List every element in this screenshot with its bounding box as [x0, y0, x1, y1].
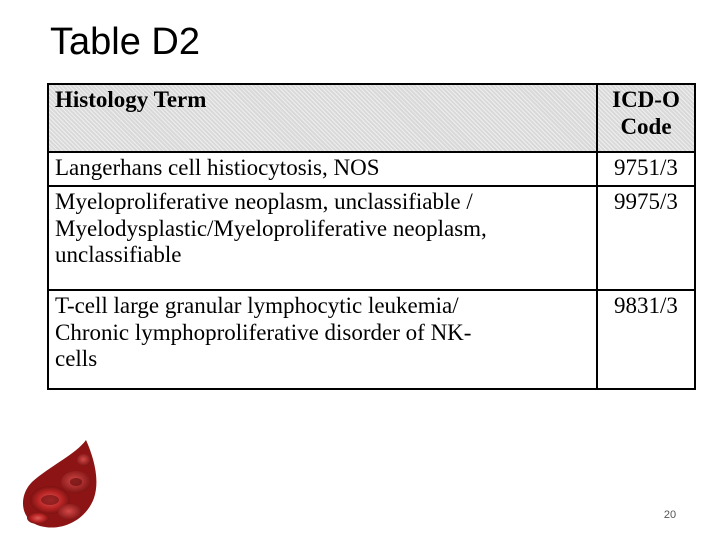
table-row — [48, 186, 695, 290]
term-line: T-cell large granular lymphocytic leukemia/ — [55, 293, 459, 318]
code-cell — [597, 186, 695, 290]
header-term-label: Histology Term — [55, 87, 207, 112]
code-cell — [597, 152, 695, 186]
header-code-line-1: ICD-O — [612, 87, 680, 112]
page-number: 20 — [663, 509, 677, 521]
term-line: cells — [55, 346, 98, 372]
term-cell — [48, 152, 597, 186]
code-cell — [597, 290, 695, 389]
term-line: unclassifiable — [55, 242, 182, 268]
histology-code-table — [47, 83, 696, 390]
header-icd-o-code — [597, 84, 695, 152]
term-line: Myeloproliferative neoplasm, unclassifiable / — [55, 189, 473, 214]
code-value: 9751/3 — [614, 155, 678, 180]
term-line: Langerhans cell histiocytosis, NOS — [55, 155, 380, 180]
term-line: Myelodysplastic/Myeloproliferative neoplasm, — [55, 215, 487, 241]
code-value: 9831/3 — [614, 293, 678, 318]
term-line: Chronic lymphoproliferative disorder of NK- — [55, 319, 472, 345]
table-row — [48, 152, 695, 186]
table-row — [48, 290, 695, 389]
header-histology-term — [48, 84, 597, 152]
blood-drop-logo-icon — [14, 436, 104, 528]
table-header-row — [48, 84, 695, 152]
term-cell — [48, 186, 597, 290]
term-cell — [48, 290, 597, 389]
slide-title: Table D2 — [50, 21, 200, 63]
code-value: 9975/3 — [614, 189, 678, 214]
header-code-line-2: Code — [620, 113, 672, 139]
